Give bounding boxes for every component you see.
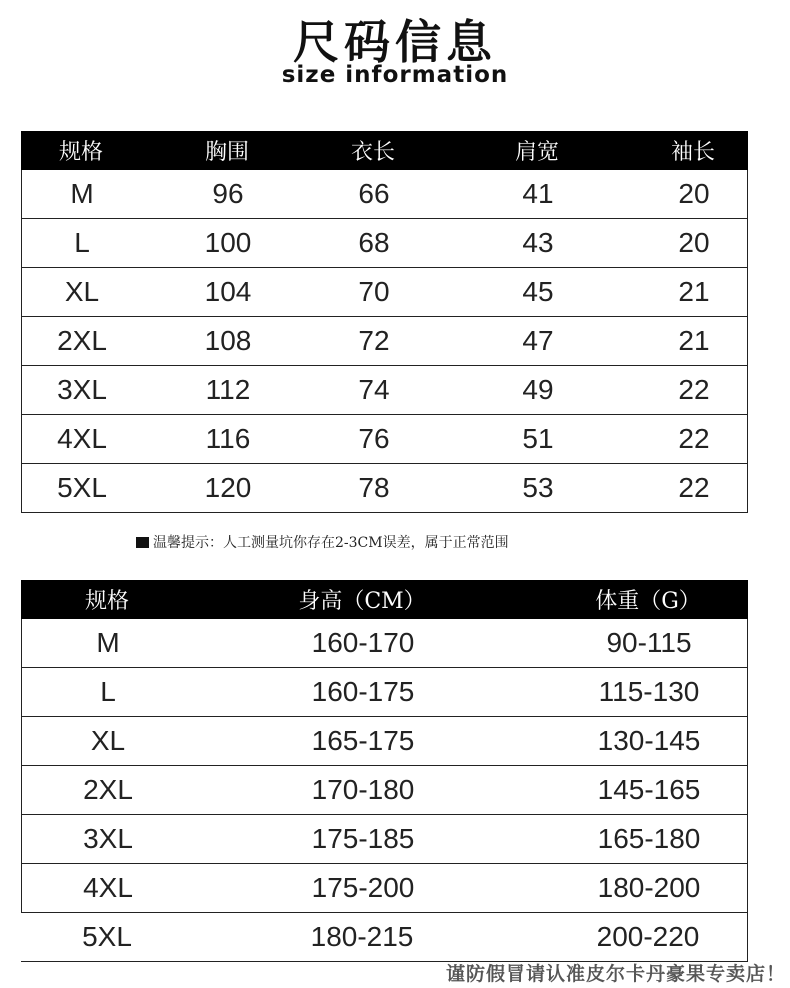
table-cell: 4XL xyxy=(83,872,133,903)
table-row xyxy=(21,415,748,464)
table-cell: 160-170 xyxy=(311,627,415,658)
table-row xyxy=(21,317,748,366)
column-header: 规格 xyxy=(84,589,130,614)
table-cell: L xyxy=(100,676,116,707)
table-cell: 90-115 xyxy=(606,627,692,658)
table-cell: 49 xyxy=(522,374,554,405)
table-cell: 20 xyxy=(678,227,710,258)
table-cell: 70 xyxy=(358,276,390,307)
table-cell: 22 xyxy=(678,374,710,405)
table-row xyxy=(21,619,748,668)
table-cell: 22 xyxy=(678,423,710,454)
table-cell: 43 xyxy=(522,227,554,258)
table-row xyxy=(21,366,748,415)
table-cell: 5XL xyxy=(82,921,132,952)
table-row xyxy=(21,815,748,864)
table-cell: 175-185 xyxy=(311,823,415,854)
table-cell: 180-200 xyxy=(597,872,701,903)
table-cell: 3XL xyxy=(57,374,107,405)
table-cell: 45 xyxy=(522,276,554,307)
table-cell: 66 xyxy=(358,178,390,209)
table-cell: 47 xyxy=(522,325,554,356)
table-row xyxy=(21,766,748,815)
table-cell: L xyxy=(74,227,90,258)
column-header: 衣长 xyxy=(350,140,396,165)
table-row xyxy=(21,717,748,766)
table-cell: 41 xyxy=(522,178,554,209)
table-cell: 22 xyxy=(678,472,710,503)
table-cell: 115-130 xyxy=(598,676,700,707)
table-row xyxy=(21,668,748,717)
table-cell: 145-165 xyxy=(597,774,701,805)
table-cell: 2XL xyxy=(57,325,107,356)
table-cell: M xyxy=(96,627,120,658)
table-cell: 100 xyxy=(204,227,252,258)
table-cell: 160-175 xyxy=(311,676,415,707)
table-header-row xyxy=(21,131,748,170)
table-cell: 2XL xyxy=(83,774,133,805)
column-header: 袖长 xyxy=(670,140,716,165)
bullet-square-icon xyxy=(136,537,149,548)
table-cell: 21 xyxy=(678,276,710,307)
table-cell: 20 xyxy=(678,178,710,209)
table-cell: 120 xyxy=(204,472,252,503)
column-header: 胸围 xyxy=(204,140,250,165)
table-cell: 175-200 xyxy=(311,872,415,903)
size-measurement-table xyxy=(21,131,748,513)
column-header: 身高（CM） xyxy=(298,589,426,614)
table-cell: XL xyxy=(90,725,126,756)
table-cell: 200-220 xyxy=(596,921,700,952)
table-cell: 74 xyxy=(358,374,390,405)
table-cell: 4XL xyxy=(57,423,107,454)
column-header: 体重（G） xyxy=(595,589,701,614)
table-cell: 180-215 xyxy=(310,921,414,952)
table-cell: 165-175 xyxy=(311,725,415,756)
height-weight-table xyxy=(21,580,748,962)
page-subtitle: size information xyxy=(281,62,509,88)
table-cell: 78 xyxy=(358,472,390,503)
table-cell: 104 xyxy=(204,276,252,307)
table-cell: 108 xyxy=(204,325,252,356)
table-cell: 51 xyxy=(522,423,554,454)
table-cell: 96 xyxy=(212,178,244,209)
column-header: 肩宽 xyxy=(514,140,560,165)
table-cell: 68 xyxy=(358,227,390,258)
table-header-row xyxy=(21,580,748,619)
table-cell: 53 xyxy=(522,472,554,503)
table-cell: XL xyxy=(64,276,100,307)
table-cell: 112 xyxy=(205,374,251,405)
table-cell: 76 xyxy=(358,423,390,454)
footer-notice: 谨防假冒请认准皮尔卡丹豪果专卖店！ xyxy=(445,963,786,985)
note-text: 温馨提示：人工测量坑你存在2-3CM误差，属于正常范围 xyxy=(153,535,509,551)
table-cell: 170-180 xyxy=(311,774,415,805)
measurement-note xyxy=(136,532,509,552)
table-cell: 116 xyxy=(205,423,251,454)
table-row xyxy=(21,464,748,513)
page-title: 尺码信息 xyxy=(293,15,497,69)
table-cell: 21 xyxy=(678,325,710,356)
table-cell: 130-145 xyxy=(597,725,701,756)
table-cell: 72 xyxy=(358,325,390,356)
table-row xyxy=(21,170,748,219)
table-row xyxy=(21,219,748,268)
column-header: 规格 xyxy=(58,140,104,165)
table-row xyxy=(21,864,748,913)
table-cell: 5XL xyxy=(57,472,107,503)
table-row xyxy=(21,268,748,317)
table-row xyxy=(21,913,748,962)
table-cell: M xyxy=(70,178,94,209)
table-cell: 3XL xyxy=(83,823,133,854)
table-cell: 165-180 xyxy=(597,823,701,854)
